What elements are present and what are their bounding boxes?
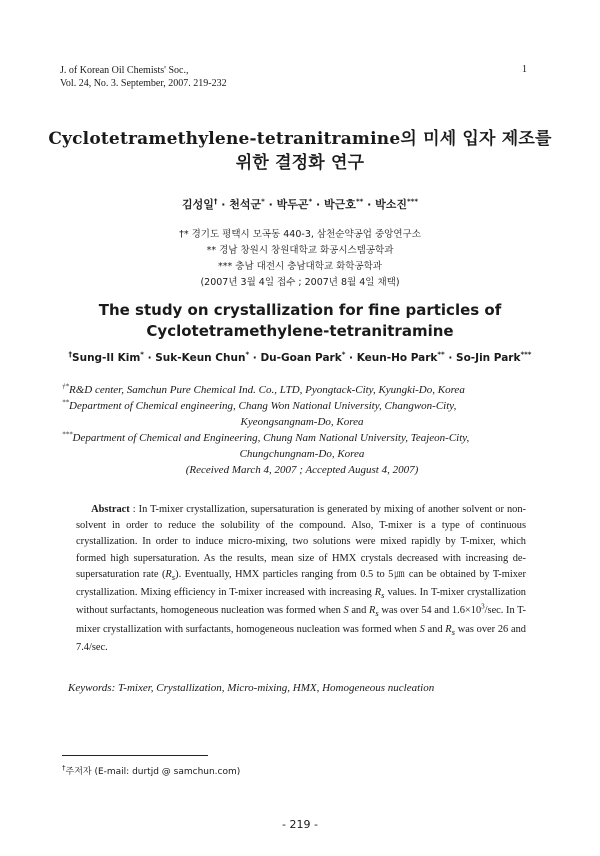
keywords: Keywords: T-mixer, Crystallization, Micro-mixing, HMX, Homogeneous nucleation xyxy=(68,682,435,694)
affiliation-ko-2: ** 경남 창원시 창원대학교 화공시스템공학과 xyxy=(206,245,394,256)
affiliation-en-2-region: Kyeongsangnam-Do, Korea xyxy=(240,416,364,428)
english-authors xyxy=(0,352,600,364)
rs-symbol: R xyxy=(368,605,376,617)
author-mark: * xyxy=(261,197,265,206)
author-mark: * xyxy=(341,350,346,359)
separator: · xyxy=(264,198,277,211)
korean-title xyxy=(0,127,600,175)
affiliation-ko-1: †* 경기도 평택시 모곡동 440-3, 삼천순약공업 중앙연구소 xyxy=(179,229,421,240)
footnote-mark: † xyxy=(62,764,66,772)
s-symbol: S xyxy=(419,623,425,635)
received-date-ko: (2007년 3월 4일 접수 ; 2007년 8월 4일 채택) xyxy=(200,277,400,288)
affiliation-ko-3: *** 충남 대전시 충남대학교 화학공학과 xyxy=(218,261,382,272)
affiliation-en-1-text: R&D center, Samchun Pure Chemical Ind. Co., LTD, Pyongtack-City, Kyungki-Do, Korea xyxy=(69,384,465,396)
rs-symbol: R xyxy=(445,623,452,635)
abstract-colon: : xyxy=(129,504,139,515)
author-mark: ** xyxy=(437,350,445,359)
author-ko-2: 천석군 xyxy=(229,198,262,211)
author-mark: † xyxy=(68,350,73,359)
separator: · xyxy=(363,198,376,211)
affiliation-mark: ** xyxy=(62,398,69,407)
korean-affiliations xyxy=(0,227,600,291)
author-mark: † xyxy=(213,197,218,206)
author-en-2: Suk-Keun Chun xyxy=(155,352,246,364)
rs-subscript: s xyxy=(451,626,455,637)
abstract-text-2: ). Eventually, HMX particles ranging from 0.5 to 5㎛ can be obtained by T-mixer crystallization. Mixing efficiency in T-mixer increased with increasing xyxy=(76,568,526,599)
author-en-5: So-Jin Park xyxy=(456,352,521,364)
separator: · xyxy=(249,352,261,364)
footnote-text: 주저자 (E-mail: durtjd @ samchun.com) xyxy=(65,767,241,777)
footnote-rule xyxy=(62,755,208,756)
affiliation-mark: *** xyxy=(62,430,73,439)
english-title xyxy=(0,300,600,342)
affiliation-en-3-region: Chungchungnam-Do, Korea xyxy=(239,448,365,460)
author-en-4: Keun-Ho Park xyxy=(356,352,438,364)
affiliation-mark: †* xyxy=(62,382,69,391)
english-title-line2: Cyclotetramethylene-tetranitramine xyxy=(146,322,454,340)
journal-volume: Vol. 24, No. 3. September, 2007. 219-232 xyxy=(60,78,227,89)
abstract-text-6: was over 26 and 7.4/sec. xyxy=(76,623,527,653)
author-mark: * xyxy=(140,350,144,359)
author-en-1: Sung-Il Kim xyxy=(72,352,141,364)
author-mark: ** xyxy=(355,197,364,206)
separator: · xyxy=(345,352,357,364)
korean-authors xyxy=(0,196,600,212)
rs-subscript: s xyxy=(381,590,385,601)
korean-title-line2: 위한 결정화 연구 xyxy=(235,153,365,173)
affiliation-en-3 xyxy=(62,430,542,446)
page-number-top: 1 xyxy=(522,64,527,75)
author-mark: * xyxy=(308,197,313,206)
author-ko-3: 박두곤 xyxy=(276,198,309,211)
exponent: 3 xyxy=(481,602,485,611)
abstract-text-3: values. In T-mixer crystallization without surfactants, homogeneous nucleation was formed when xyxy=(76,587,526,617)
author-mark: *** xyxy=(520,350,532,359)
english-affiliations xyxy=(62,382,542,478)
abstract xyxy=(76,502,526,656)
author-en-3: Du-Goan Park xyxy=(260,352,342,364)
s-symbol: S xyxy=(343,605,349,617)
journal-citation xyxy=(60,64,227,90)
abstract-text-5: /sec. In T-mixer crystallization with surfactants, homogeneous nucleation was formed when xyxy=(76,605,526,635)
separator: · xyxy=(143,352,156,364)
korean-title-line1: Cyclotetramethylene-tetranitramine의 미세 입자 제조를 xyxy=(48,129,552,149)
journal-name: J. of Korean Oil Chemists' Soc., xyxy=(60,65,189,76)
abstract-and: and xyxy=(424,623,446,635)
separator: · xyxy=(217,198,230,211)
abstract-text-1: In T-mixer crystallization, supersaturation is generated by mixing of another solvent or non-solvent in order to reduce the solubility of the compound. Also, T-mixer is a type of continuous crystallization. In order to induce micro-mixing, two solutions were mixed rapidly by T-mixer, which formed high supersaturation. As the results, mean size of HMX crystals decreased with increasing de-supersaturation rate ( xyxy=(76,504,526,580)
author-ko-1: 김성일 xyxy=(182,198,214,211)
abstract-label: Abstract xyxy=(91,504,130,515)
separator: · xyxy=(444,352,457,364)
received-date-en: (Received March 4, 2007 ; Accepted August 4, 2007) xyxy=(185,464,419,476)
rs-subscript: s xyxy=(375,608,379,619)
rs-symbol: R xyxy=(165,568,172,580)
author-mark: * xyxy=(245,350,250,359)
affiliation-en-1 xyxy=(62,382,542,398)
abstract-and: and xyxy=(348,605,369,617)
footnote xyxy=(62,764,240,777)
affiliation-en-2 xyxy=(62,398,542,414)
abstract-text-4: was over 54 and 1.6×10 xyxy=(378,605,482,617)
affiliation-en-3-text: Department of Chemical and Engineering, Chung Nam National University, Teajeon-City, xyxy=(72,432,470,444)
page-number-bottom: - 219 - xyxy=(282,818,318,831)
author-ko-5: 박소진 xyxy=(375,198,407,211)
affiliation-en-2-text: Department of Chemical engineering, Chang Won National University, Changwon-City, xyxy=(69,400,457,412)
author-mark: *** xyxy=(407,197,418,206)
author-ko-4: 박근호 xyxy=(324,198,356,211)
rs-subscript: s xyxy=(171,571,176,582)
rs-symbol: R xyxy=(374,587,382,599)
english-title-line1: The study on crystallization for fine particles of xyxy=(98,301,502,319)
separator: · xyxy=(312,198,325,211)
